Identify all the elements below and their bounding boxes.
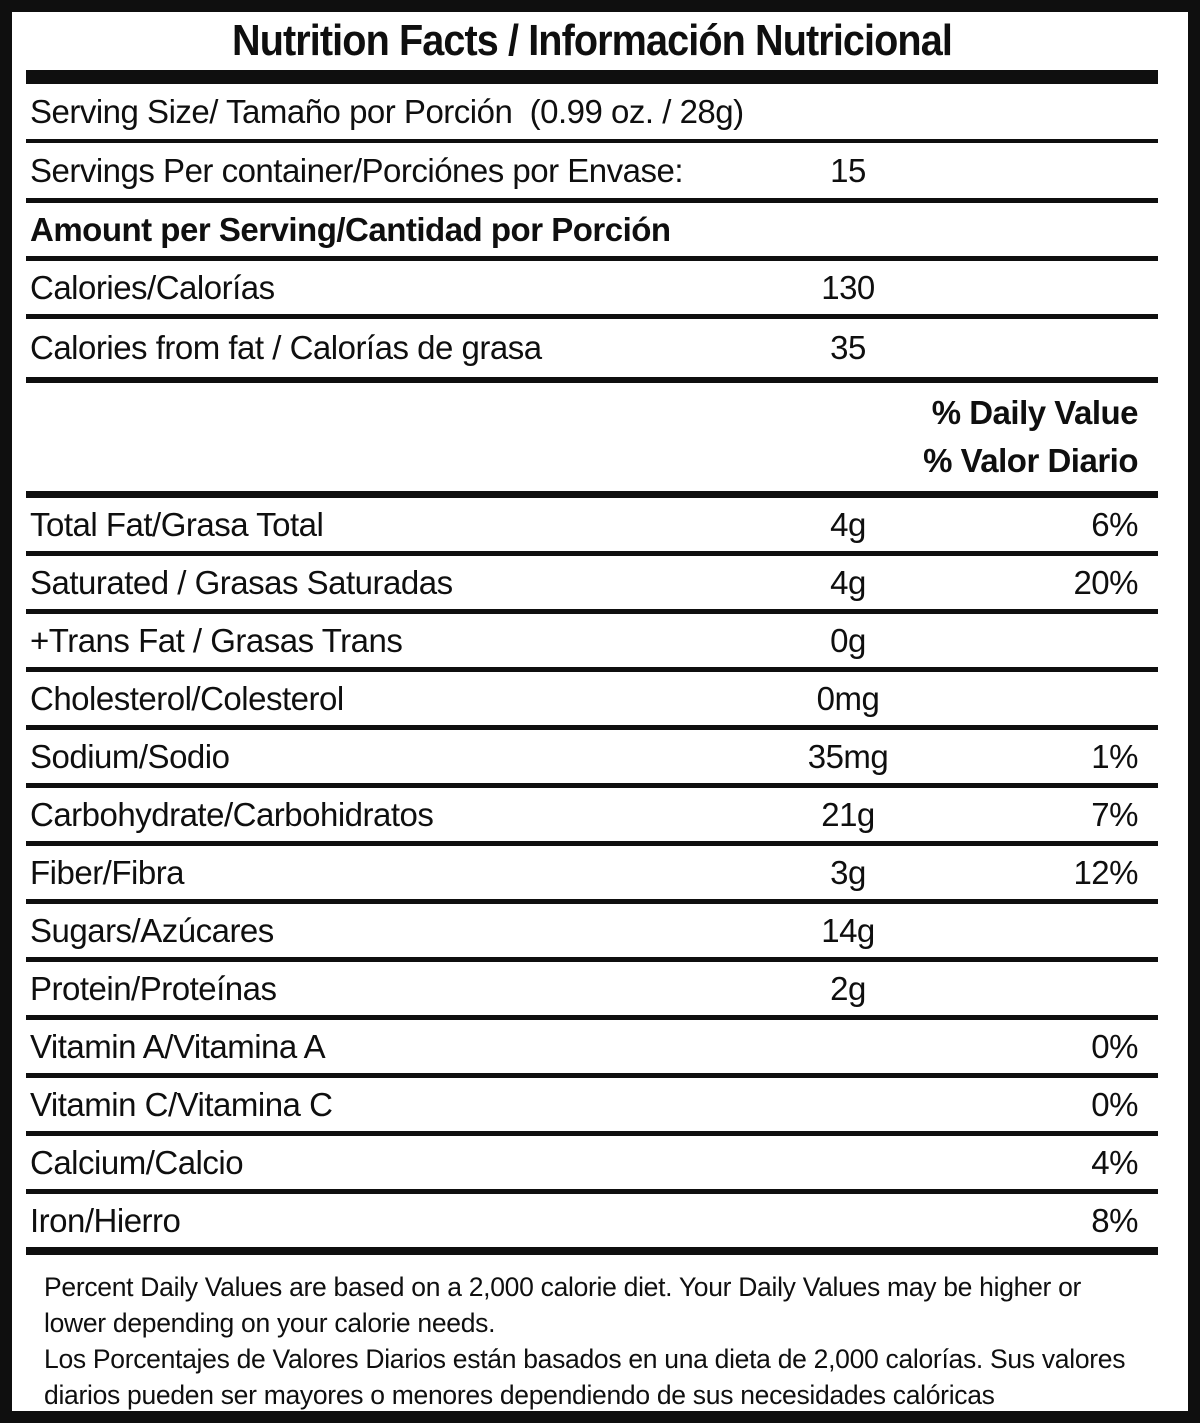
nutrient-row-saturated-fat — [26, 556, 1158, 614]
nutrient-dv: 20% — [1073, 563, 1138, 601]
nutrient-row-vitamin-c — [26, 1078, 1158, 1136]
nutrient-amount: 4g — [830, 505, 866, 543]
amount-per-serving-label: Amount per Serving/Cantidad por Porción — [30, 210, 671, 248]
nutrient-row-calcium — [26, 1136, 1158, 1194]
calories-from-fat-label: Calories from fat / Calorías de grasa — [30, 329, 542, 366]
nutrient-amount: 0g — [830, 621, 866, 659]
nutrient-dv: 1% — [1091, 737, 1138, 775]
nutrient-dv: 0% — [1091, 1027, 1138, 1065]
nutrient-label: Sugars/Azúcares — [30, 911, 274, 949]
nutrient-label: Carbohydrate/Carbohidratos — [30, 795, 434, 833]
nutrient-amount: 4g — [830, 563, 866, 601]
footnote-spanish: Los Porcentajes de Valores Diarios están basados en una dieta de 2,000 calorías. Sus valores diarios pueden ser mayores o menores dependiendo de sus necesidades calóricas — [44, 1344, 1126, 1410]
label-content — [12, 12, 1188, 1411]
nutrient-label: Calcium/Calcio — [30, 1143, 244, 1181]
servings-per-container-row — [26, 143, 1158, 203]
nutrient-label: Vitamin C/Vitamina C — [30, 1085, 333, 1123]
nutrient-row-sodium — [26, 730, 1158, 788]
nutrient-row-sugars — [26, 904, 1158, 962]
calories-value: 130 — [821, 268, 875, 306]
calories-row — [26, 261, 1158, 319]
nutrient-amount: 35mg — [807, 737, 889, 775]
nutrient-label: Vitamin A/Vitamina A — [30, 1027, 326, 1065]
nutrient-row-cholesterol — [26, 672, 1158, 730]
nutrient-row-total-fat — [26, 498, 1158, 556]
nutrient-row-vitamin-a — [26, 1020, 1158, 1078]
nutrient-label: Iron/Hierro — [30, 1201, 181, 1239]
nutrient-dv: 8% — [1091, 1201, 1138, 1239]
nutrient-dv: 0% — [1091, 1085, 1138, 1123]
nutrient-label: Sodium/Sodio — [30, 737, 230, 775]
nutrient-label: Protein/Proteínas — [30, 969, 277, 1007]
nutrient-row-protein — [26, 962, 1158, 1020]
nutrient-dv: 4% — [1091, 1143, 1138, 1181]
daily-value-header-en: % Daily Value — [931, 393, 1138, 431]
nutrient-amount: 21g — [821, 795, 875, 833]
serving-size-row — [26, 84, 1158, 143]
label-title-block — [26, 12, 1158, 70]
nutrient-amount: 3g — [830, 853, 866, 891]
nutrient-label: Cholesterol/Colesterol — [30, 679, 344, 717]
calories-from-fat-value: 35 — [830, 329, 866, 366]
footnote-english: Percent Daily Values are based on a 2,000 calorie diet. Your Daily Values may be higher or lower depending on your calorie needs. — [44, 1272, 1082, 1338]
calories-label: Calories/Calorías — [30, 268, 275, 306]
amount-per-serving-header-row — [26, 203, 1158, 261]
nutrient-label: Fiber/Fibra — [30, 853, 185, 891]
nutrient-dv: 6% — [1091, 505, 1138, 543]
nutrient-amount: 2g — [830, 969, 866, 1007]
nutrient-label: Total Fat/Grasa Total — [30, 505, 324, 543]
daily-value-header — [26, 383, 1158, 498]
nutrient-dv: 7% — [1091, 795, 1138, 833]
nutrient-row-trans-fat — [26, 614, 1158, 672]
footnotes — [26, 1255, 1158, 1411]
label-title: Nutrition Facts / Información Nutricional — [232, 16, 952, 65]
nutrient-row-iron — [26, 1194, 1158, 1255]
nutrient-row-carbohydrate — [26, 788, 1158, 846]
nutrient-amount: 14g — [821, 911, 875, 949]
nutrient-label: Saturated / Grasas Saturadas — [30, 563, 453, 601]
title-divider-bar — [26, 70, 1158, 84]
servings-per-container-value: 15 — [830, 151, 866, 189]
calories-from-fat-row — [26, 319, 1158, 383]
servings-per-container-label: Servings Per container/Porciónes por Envase: — [30, 151, 684, 189]
nutrient-label: +Trans Fat / Grasas Trans — [30, 621, 403, 659]
serving-size-label: Serving Size/ Tamaño por Porción (0.99 oz. / 28g) — [30, 92, 744, 130]
nutrient-dv: 12% — [1073, 853, 1138, 891]
nutrient-amount: 0mg — [816, 679, 880, 717]
daily-value-header-es: % Valor Diario — [923, 442, 1138, 480]
nutrient-row-fiber — [26, 846, 1158, 904]
